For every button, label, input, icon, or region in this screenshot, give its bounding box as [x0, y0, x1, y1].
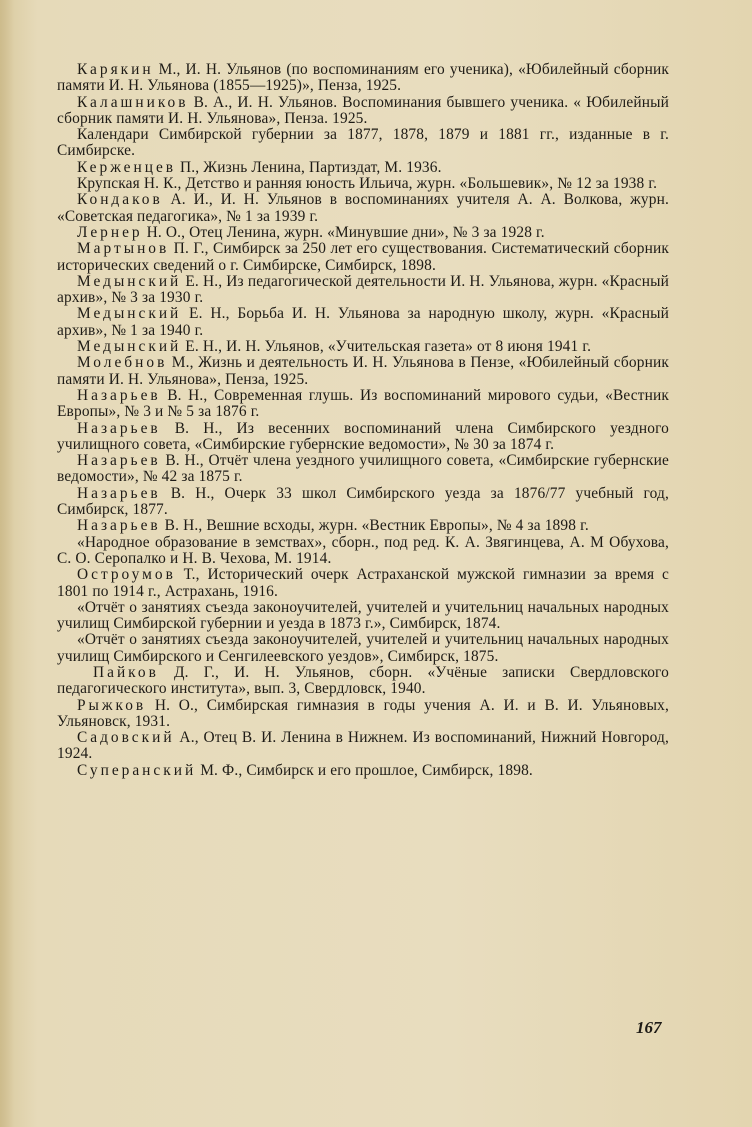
bibliography-entry — [57, 535, 669, 568]
entry-text: М., И. Н. Ульянов (по воспоминаниям его ученика), «Юбилейный сборник памяти И. Н. Ульянова (1855—1925)», Пенза, 1925. — [57, 61, 669, 95]
bibliography-entry — [57, 62, 669, 95]
bibliography-entry — [57, 665, 669, 698]
entry-author: Пайков — [93, 663, 159, 681]
entry-text: Е. Н., Из педагогической деятельности И. Н. Ульянова, журн. «Красный архив», № 3 за 1930 г. — [57, 272, 669, 307]
entry-text: В. Н., Вешние всходы, журн. «Вестник Европы», № 4 за 1898 г. — [160, 517, 589, 535]
entry-text: В. Н., Отчёт члена уездного училищного совета, «Симбирские губернские ведомости», № 42 за 1875 г. — [57, 452, 669, 486]
bibliography-entry — [57, 567, 669, 600]
entry-author: Лернер — [77, 223, 143, 241]
entry-author: Назарьев — [77, 419, 161, 437]
entry-author: Суперанский — [77, 761, 197, 779]
page-edge-shadow — [0, 0, 14, 1127]
entry-author: Керженцев — [77, 158, 177, 176]
entry-text: Календари Симбирской губернии за 1877, 1878, 1879 и 1881 гг., изданные в г. Симбирске. — [57, 126, 669, 160]
entry-text: В. Н., Современная глушь. Из воспоминаний мирового судьи, «Вестник Европы», № 3 и № 5 за 1876 г. — [57, 386, 669, 421]
entry-author: Назарьев — [77, 517, 161, 535]
entry-text: А. И., И. Н. Ульянов в воспоминаниях учителя А. А. Волкова, журн. «Советская педагогика», № 1 за 1939 г. — [57, 191, 669, 225]
bibliography-entry — [57, 176, 669, 192]
entry-author: Медынский — [77, 338, 182, 356]
entry-author: Назарьев — [77, 452, 161, 470]
bibliography-entry — [57, 339, 669, 355]
bibliography-entry — [57, 225, 669, 241]
entry-author: Назарьев — [77, 386, 161, 404]
entry-text: П., Жизнь Ленина, Партиздат, М. 1936. — [176, 158, 442, 176]
entry-text: А., Отец В. И. Ленина в Нижнем. Из воспоминаний, Нижний Новгород, 1924. — [57, 729, 669, 763]
entry-text: «Отчёт о занятиях съезда законоучителей, учителей и учительниц начальных народных училищ Симбирской губернии и уезда в 1873 г.», Симбирск, 1874. — [57, 598, 669, 633]
entry-text: Е. Н., Борьба И. Н. Ульянова за народную школу, журн. «Красный архив», № 1 за 1940 г. — [57, 305, 669, 339]
entry-author: Рыжков — [77, 696, 147, 714]
entry-author: Молебнов — [77, 354, 168, 372]
entry-text: В. Н., Очерк 33 школ Симбирского уезда за 1876/77 учебный год, Симбирск, 1877. — [57, 484, 669, 519]
entry-author: Карякин — [77, 61, 154, 78]
entry-text: «Отчёт о занятиях съезда законоучителей, учителей и учительниц начальных народных училищ Симбирского и Сенгилеевского уездов», Симбирск, 1875. — [57, 631, 669, 665]
entry-text: Д. Г., И. Н. Ульянов, сборн. «Учёные записки Свердловского педагогического института», вып. 3, Свердловск, 1940. — [57, 663, 669, 698]
bibliography-entry — [57, 306, 669, 339]
entry-text: Крупская Н. К., Детство и ранняя юность Ильича, журн. «Большевик», № 12 за 1938 г. — [77, 175, 658, 193]
bibliography-entry — [57, 241, 669, 274]
entry-author: Кондаков — [77, 191, 163, 209]
entry-text: Н. О., Симбирская гимназия в годы учения А. И. и В. И. Ульяновых, Ульяновск, 1931. — [57, 696, 669, 730]
bibliography-entry — [57, 486, 669, 519]
entry-text: «Народное образование в земствах», сборн., под ред. К. А. Звягинцева, А. М Обухова, С. О. Серопалко и Н. В. Чехова, М. 1914. — [57, 533, 669, 567]
bibliography-entry — [57, 421, 669, 454]
bibliography-list — [57, 62, 669, 779]
entry-author: Садовский — [77, 729, 175, 747]
bibliography-entry — [57, 274, 669, 307]
entry-author: Медынский — [77, 305, 182, 323]
bibliography-entry — [57, 453, 669, 486]
entry-text: М., Жизнь и деятельность И. Н. Ульянова в Пензе, «Юбилейный сборник памяти И. Н. Ульянова», Пенза, 1925. — [57, 354, 669, 388]
bibliography-entry — [57, 730, 669, 763]
bibliography-entry — [57, 632, 669, 665]
bibliography-entry — [57, 127, 669, 160]
page-number: 167 — [636, 1018, 662, 1037]
bibliography-entry — [57, 160, 669, 176]
bibliography-entry — [57, 763, 669, 779]
entry-author: Назарьев — [77, 484, 161, 502]
entry-text: П. Г., Симбирск за 250 лет его существования. Систематический сборник исторических сведений о г. Симбирске, Симбирск, 1898. — [57, 240, 669, 274]
bibliography-entry — [57, 698, 669, 731]
entry-author: Остроумов — [77, 566, 176, 584]
bibliography-entry — [57, 355, 669, 388]
bibliography-entry — [57, 95, 669, 128]
bibliography-entry — [57, 518, 669, 534]
entry-text: Е. Н., И. Н. Ульянов, «Учительская газета» от 8 июня 1941 г. — [181, 338, 592, 356]
entry-text: В. Н., Из весенних воспоминаний члена Симбирского уездного училищного совета, «Симбирские губернские ведомости», № 30 за 1874 г. — [57, 419, 669, 453]
bibliography-entry — [57, 192, 669, 225]
bibliography-entry — [57, 388, 669, 421]
entry-author: Калашников — [77, 93, 189, 111]
entry-text: М. Ф., Симбирск и его прошлое, Симбирск, 1898. — [196, 761, 533, 779]
bibliography-entry — [57, 600, 669, 633]
entry-text: Т., Исторический очерк Астраханской мужской гимназии за время с 1801 по 1914 г., Астрахань, 1916. — [57, 566, 669, 600]
entry-author: Медынский — [77, 272, 182, 290]
entry-text: В. А., И. Н. Ульянов. Воспоминания бывшего ученика. « Юбилейный сборник памяти И. Н. Ульянова», Пенза. 1925. — [57, 93, 669, 127]
entry-text: Н. О., Отец Ленина, журн. «Минувшие дни», № 3 за 1928 г. — [142, 223, 545, 241]
entry-author: Мартынов — [77, 240, 170, 258]
